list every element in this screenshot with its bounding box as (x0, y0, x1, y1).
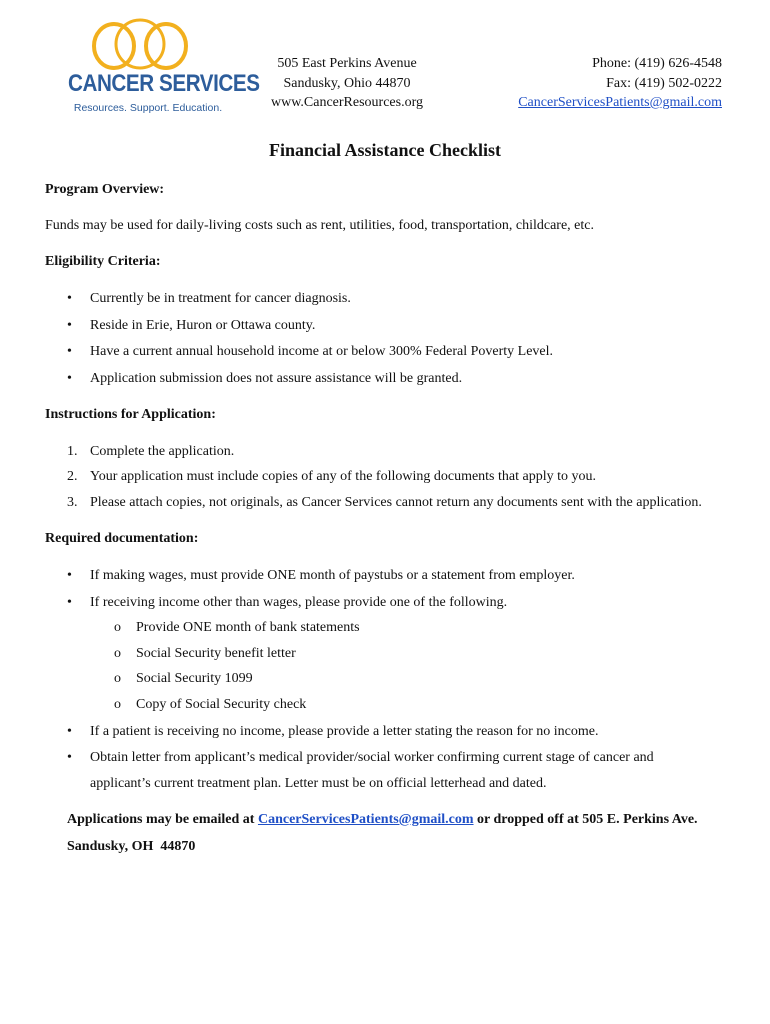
sub-marker: o (114, 646, 121, 661)
sub-marker: o (114, 620, 121, 635)
list-item: Please attach copies, not originals, as Cancer Services cannot return any documents sent with the application. (90, 495, 702, 510)
footer-line1 (67, 812, 698, 828)
bullet-icon: • (67, 318, 72, 333)
email-link[interactable]: CancerServicesPatients@gmail.com (518, 95, 722, 110)
footer-prefix: Applications may be emailed at (67, 812, 258, 827)
website: www.CancerResources.org (270, 95, 423, 110)
logo-name: CANCER SERVICES (68, 70, 260, 97)
footer-suffix: or dropped off at 505 E. Perkins Ave. (473, 812, 698, 827)
list-item-continuation: applicant’s current treatment plan. Letter must be on official letterhead and dated. (90, 776, 547, 791)
list-item: If receiving income other than wages, please provide one of the following. (90, 595, 508, 610)
sub-list-item: Provide ONE month of bank statements (136, 620, 360, 635)
list-number: 1. (67, 444, 78, 459)
list-item: Application submission does not assure assistance will be granted. (90, 371, 463, 386)
bullet-icon: • (67, 371, 72, 386)
logo-rings-icon (62, 16, 222, 76)
list-item: Complete the application. (90, 444, 235, 459)
address-block (262, 54, 432, 113)
list-item: Obtain letter from applicant’s medical provider/social worker confirming current stage of cancer and (90, 750, 654, 765)
address-line2: Sandusky, Ohio 44870 (283, 75, 411, 91)
footer-line2: Sandusky, OH 44870 (67, 839, 196, 854)
bullet-icon: • (67, 291, 72, 306)
list-item: If a patient is receiving no income, please provide a letter stating the reason for no income. (90, 724, 599, 739)
list-number: 3. (67, 495, 78, 510)
sub-marker: o (114, 671, 121, 686)
bullet-icon: • (67, 724, 72, 739)
phone: Phone: (419) 626-4548 (592, 56, 722, 71)
bullet-icon: • (67, 344, 72, 359)
sub-marker: o (114, 697, 121, 712)
footer-email-link[interactable]: CancerServicesPatients@gmail.com (257, 812, 474, 827)
bullet-icon: • (67, 750, 72, 765)
address-line1: 505 East Perkins Avenue (277, 56, 417, 71)
cancer-services-logo (62, 16, 260, 118)
list-item: Currently be in treatment for cancer diagnosis. (90, 291, 351, 306)
sub-list-item: Copy of Social Security check (136, 697, 307, 712)
list-item: Reside in Erie, Huron or Ottawa county. (90, 318, 316, 333)
bullet-icon: • (67, 568, 72, 583)
list-number: 2. (67, 469, 78, 484)
list-item: Have a current annual household income at or below 300% Federal Poverty Level. (90, 344, 554, 359)
fax: Fax: (419) 502-0222 (606, 75, 722, 91)
sub-list-item: Social Security benefit letter (136, 646, 296, 661)
documentation-heading: Required documentation: (45, 531, 199, 546)
sub-list-item: Social Security 1099 (136, 671, 253, 686)
instructions-heading: Instructions for Application: (45, 407, 216, 422)
list-item: Your application must include copies of any of the following documents that apply to you. (90, 469, 596, 484)
program-overview-heading: Program Overview: (45, 182, 165, 197)
contact-block (518, 54, 722, 113)
program-overview-text: Funds may be used for daily-living costs such as rent, utilities, food, transportation, childcare, etc. (45, 218, 594, 233)
eligibility-heading: Eligibility Criteria: (45, 254, 161, 269)
bullet-icon: • (67, 595, 72, 610)
list-item: If making wages, must provide ONE month of paystubs or a statement from employer. (90, 568, 575, 583)
page-title: Financial Assistance Checklist (268, 140, 501, 160)
logo-tagline: Resources. Support. Education. (73, 102, 223, 114)
